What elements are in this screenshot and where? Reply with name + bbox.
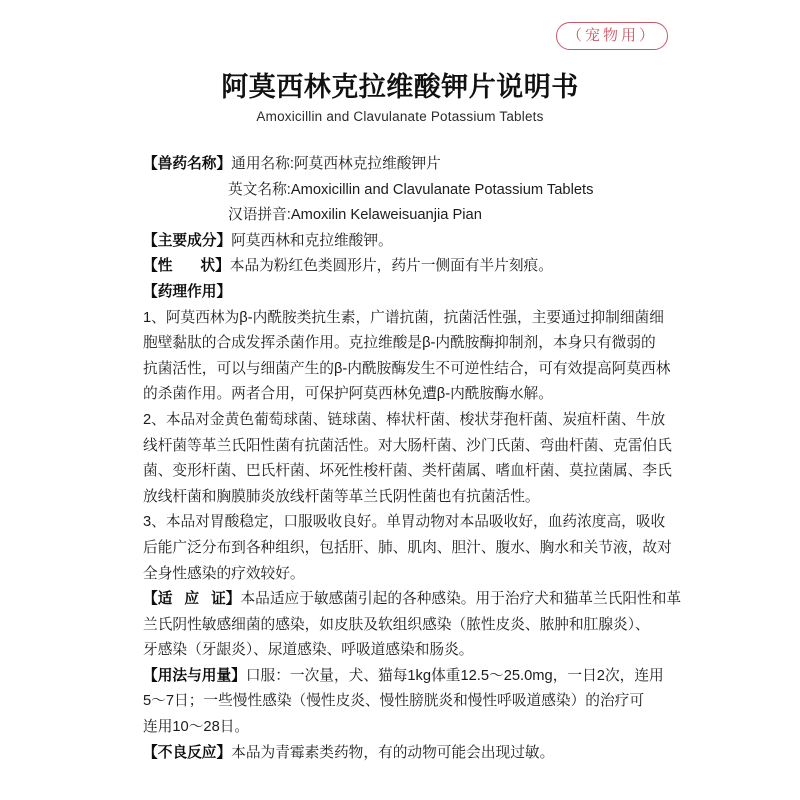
text-line: 后能广泛分布到各种组织，包括肝、肺、肌肉、胆汁、腹水、胸水和关节液，故对 [143, 539, 672, 556]
pinyin-value: Amoxilin Kelaweisuanjia Pian [290, 207, 482, 224]
text-line: 放线杆菌和胸膜肺炎放线杆菌等革兰氏阴性菌也有抗菌活性。 [143, 488, 540, 505]
description-text: 本品为粉红色类圆形片，药片一侧面有半片刻痕。 [229, 258, 553, 275]
page-title: 阿莫西林克拉维酸钾片说明书 [221, 72, 579, 102]
text-line: 3、本品对胃酸稳定，口服吸收良好。单胃动物对本品吸收好，血药浓度高，吸收 [143, 514, 666, 531]
text-line: 牙感染（牙龈炎）、尿道感染、呼吸道感染和肠炎。 [143, 642, 474, 659]
pharmacology-paragraph-3 [143, 510, 672, 587]
section-header-indications-close: 证】 [211, 591, 241, 608]
english-name-label: 英文名称: [228, 181, 291, 198]
text-line: 抗菌活性，可以与细菌产生的β-内酰胺酶发生不可逆性结合，可有效提高阿莫西林 [143, 360, 671, 377]
dosage-text: 口服：一次量，犬、猫每1kg体重12.5～25.0mg，一日2次，连用 [245, 667, 664, 684]
pinyin-label: 汉语拼音: [228, 207, 291, 224]
document-title-block [0, 72, 800, 124]
adverse-text: 本品为青霉素类药物，有的动物可能会出现过敏。 [231, 744, 555, 761]
section-drug-name [143, 152, 653, 229]
dosage-first-line [143, 664, 664, 690]
section-adverse-reactions [143, 741, 653, 767]
drug-name-generic-line [143, 152, 653, 178]
section-description [143, 254, 653, 280]
text-line: 的杀菌作用。两者合用，可保护阿莫西林免遭β-内酰胺酶水解。 [143, 386, 553, 403]
text-line: 2、本品对金黄色葡萄球菌、链球菌、棒状杆菌、梭状芽孢杆菌、炭疽杆菌、牛放 [143, 411, 666, 428]
pet-use-stamp-label: （宠物用） [556, 22, 668, 50]
drug-name-pinyin-line [143, 203, 653, 229]
section-header-adverse: 【不良反应】 [143, 744, 232, 761]
pharmacology-paragraph-2 [143, 408, 672, 510]
generic-name-label: 通用名称: [231, 156, 294, 172]
text-line: 1、阿莫西林为β-内酰胺类抗生素，广谱抗菌，抗菌活性强，主要通过抑制细菌细 [143, 309, 664, 326]
text-line: 全身性感染的疗效较好。 [143, 565, 305, 582]
section-header-description-open: 【性 [143, 258, 173, 275]
text-line: 菌、变形杆菌、巴氏杆菌、坏死性梭杆菌、类杆菌属、嗜血杆菌、莫拉菌属、李氏 [143, 463, 672, 480]
english-name-value: Amoxicillin and Clavulanate Potassium Tablets [290, 181, 594, 198]
section-header-pharmacology-line [143, 280, 653, 306]
section-header-indications-mid: 应 [184, 591, 200, 608]
section-indications [143, 587, 682, 664]
text-line: 兰氏阴性敏感细菌的感染，如皮肤及软组织感染（脓性皮炎、脓肿和肛腺炎）、 [143, 616, 650, 633]
section-composition [143, 229, 653, 255]
indications-text: 本品适应于敏感菌引起的各种感染。用于治疗犬和猫革兰氏阳性和革 [240, 591, 682, 608]
section-header-indications-open: 【适 [143, 591, 173, 608]
section-pharmacology [143, 280, 672, 587]
text-line: 连用10～28日。 [143, 719, 250, 736]
generic-name-value: 阿莫西林克拉维酸钾片 [293, 156, 441, 172]
section-dosage [143, 664, 664, 741]
section-header-description-close: 状】 [200, 258, 230, 275]
composition-text: 阿莫西林和克拉维酸钾。 [231, 232, 393, 249]
insert-body [143, 152, 682, 766]
pharmacology-paragraph-1 [143, 306, 671, 408]
page-subtitle: Amoxicillin and Clavulanate Potassium Tablets [256, 109, 544, 125]
section-header-dosage: 【用法与用量】 [143, 667, 246, 684]
adverse-line [143, 741, 653, 767]
section-header-drug-name: 【兽药名称】 [143, 156, 232, 172]
text-line: 胞壁黏肽的合成发挥杀菌作用。克拉维酸是β-内酰胺酶抑制剂，本身只有微弱的 [143, 335, 656, 352]
section-header-pharmacology: 【药理作用】 [143, 283, 232, 300]
text-line: 线杆菌等革兰氏阳性菌有抗菌活性。对大肠杆菌、沙门氏菌、弯曲杆菌、克雷伯氏 [143, 437, 672, 454]
drug-name-english-line [143, 178, 653, 204]
indications-first-line [143, 587, 682, 613]
description-line [143, 254, 653, 280]
section-header-composition: 【主要成分】 [143, 232, 232, 249]
pet-use-stamp [556, 22, 668, 50]
composition-line [143, 229, 653, 255]
text-line: 5～7日；一些慢性感染（慢性皮炎、慢性膀胱炎和慢性呼吸道感染）的治疗可 [143, 693, 645, 710]
